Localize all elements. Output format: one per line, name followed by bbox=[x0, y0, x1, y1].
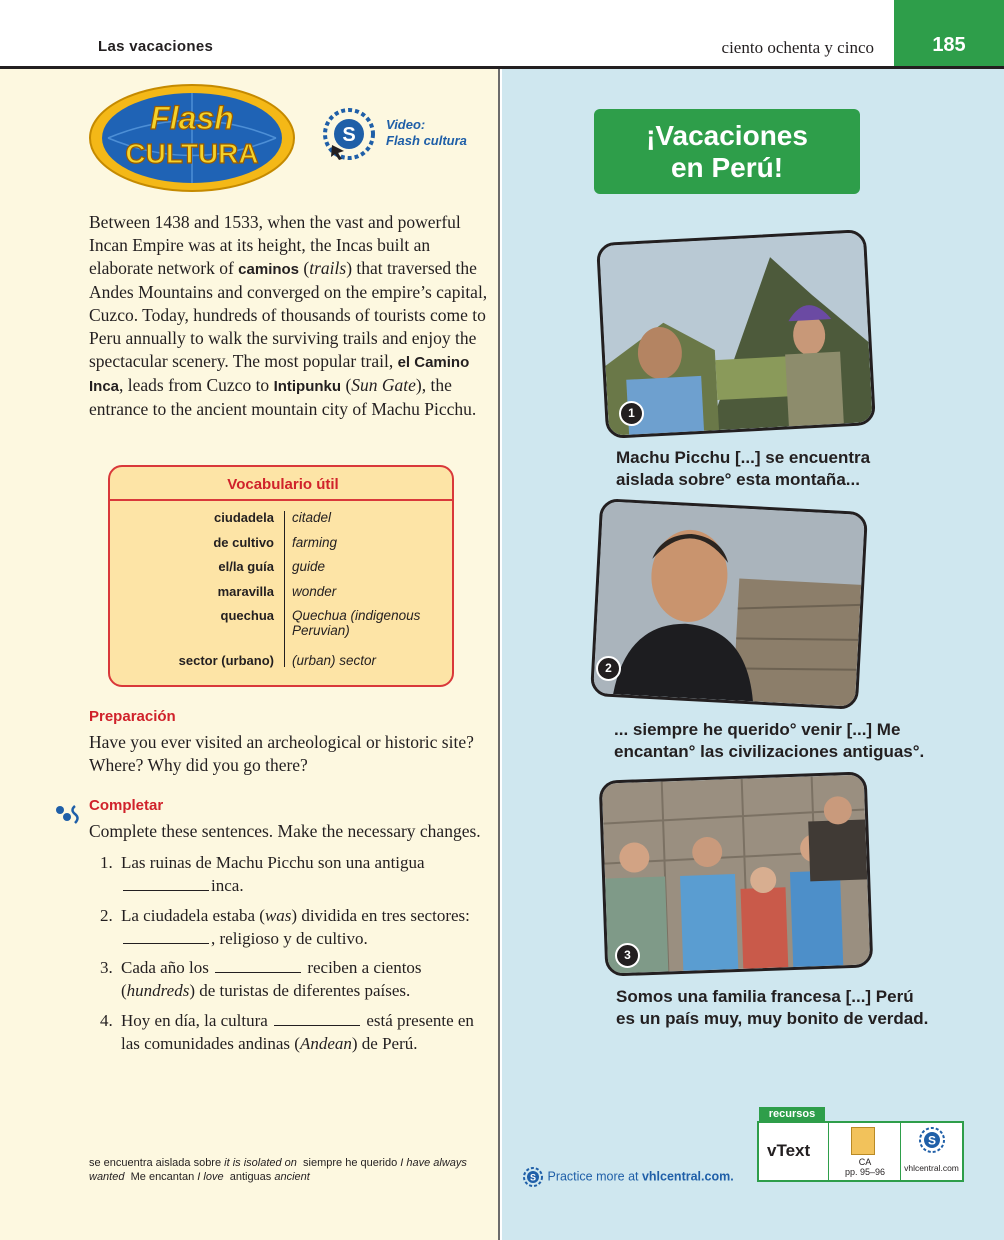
photo-number-1: 1 bbox=[619, 401, 644, 426]
ca-cell[interactable]: CA pp. 95–96 bbox=[829, 1123, 901, 1180]
vocabulary-box: Vocabulario útil ciudadela citadel de cultivo farming el/la guía guide maravilla wonder quechua Quechua (indigenous Peruvian) sector (urbano) (urban) sector bbox=[108, 465, 454, 687]
photo-tourist bbox=[590, 498, 868, 710]
recursos-label: recursos bbox=[759, 1107, 825, 1122]
preparacion-text: Have you ever visited an archeological or historic site? Where? Why did you go there? bbox=[89, 732, 474, 775]
photo-family bbox=[599, 771, 874, 976]
video-icon[interactable] bbox=[322, 107, 376, 161]
answer-blank[interactable] bbox=[123, 930, 209, 944]
vtext-label: vText bbox=[767, 1141, 811, 1160]
logo-line2: CULTURA bbox=[125, 138, 259, 169]
answer-blank[interactable] bbox=[215, 959, 301, 973]
section-title: Las vacaciones bbox=[98, 38, 214, 55]
photo-caption-2: ... siempre he querido° venir [...] Me encantan° las civilizaciones antiguas°. bbox=[614, 720, 925, 761]
photo-number-2: 2 bbox=[596, 656, 621, 681]
vacaciones-title: ¡Vacaciones en Perú! bbox=[594, 109, 860, 194]
photo-caption-3: Somos una familia francesa [...] Perú es un país muy, muy bonito de verdad. bbox=[616, 987, 929, 1028]
answer-blank[interactable] bbox=[274, 1012, 360, 1026]
recursos-box bbox=[757, 1121, 964, 1182]
page-number-text: ciento ochenta y cinco bbox=[721, 38, 874, 57]
supersite-icon bbox=[918, 1126, 946, 1154]
intro-paragraph: Between 1438 and 1533, when the vast and powerful Incan Empire was at its height, the Incas built an elaborate network of caminos (trails) that traversed the Andes Mountains and converged on the empire’s capital, Cuzco. Today, hundreds of thousands of tourists come to Peru annually to walk the surviving trails and enjoy the spectacular scenery. The most popular trail, el Camino Inca, leads from Cuzco to Intipunku (Sun Gate), the entrance to the ancient mountain city of Machu Picchu. bbox=[89, 212, 488, 419]
svg-text:S: S bbox=[529, 1172, 537, 1183]
completar-instructions: Complete these sentences. Make the necessary changes. bbox=[89, 821, 481, 841]
flash-cultura-logo bbox=[88, 83, 296, 193]
page-number-badge: 185 bbox=[894, 0, 1004, 68]
vocabulary-rule bbox=[110, 499, 452, 501]
vocabulary-divider bbox=[284, 511, 285, 667]
pair-activity-icon bbox=[53, 802, 87, 826]
page-header bbox=[0, 0, 1004, 68]
photo-caption-1: Machu Picchu [...] se encuentra aislada sobre° esta montaña... bbox=[616, 448, 871, 489]
svg-text:S: S bbox=[342, 124, 356, 146]
vhlcentral-cell[interactable]: S vhlcentral.com bbox=[901, 1123, 962, 1180]
workbook-icon bbox=[851, 1127, 875, 1155]
practice-link[interactable]: S Practice more at vhlcentral.com. bbox=[522, 1166, 734, 1188]
answer-blank[interactable] bbox=[123, 877, 209, 891]
logo-line1: Flash bbox=[150, 100, 234, 136]
video-label[interactable]: Video: Flash cultura bbox=[386, 117, 467, 148]
glossary-footnote: se encuentra aislada sobre it is isolated on siempre he querido I have always wanted Me encantan I love antiguas ancient bbox=[89, 1157, 467, 1183]
vtext-cell[interactable] bbox=[759, 1123, 829, 1180]
photo-number-3: 3 bbox=[615, 943, 640, 968]
supersite-icon bbox=[522, 1166, 544, 1188]
completar-heading: Completar bbox=[89, 797, 164, 814]
svg-text:S: S bbox=[927, 1133, 937, 1148]
vocabulary-title: Vocabulario útil bbox=[227, 476, 339, 493]
preparacion-heading: Preparación bbox=[89, 708, 176, 725]
